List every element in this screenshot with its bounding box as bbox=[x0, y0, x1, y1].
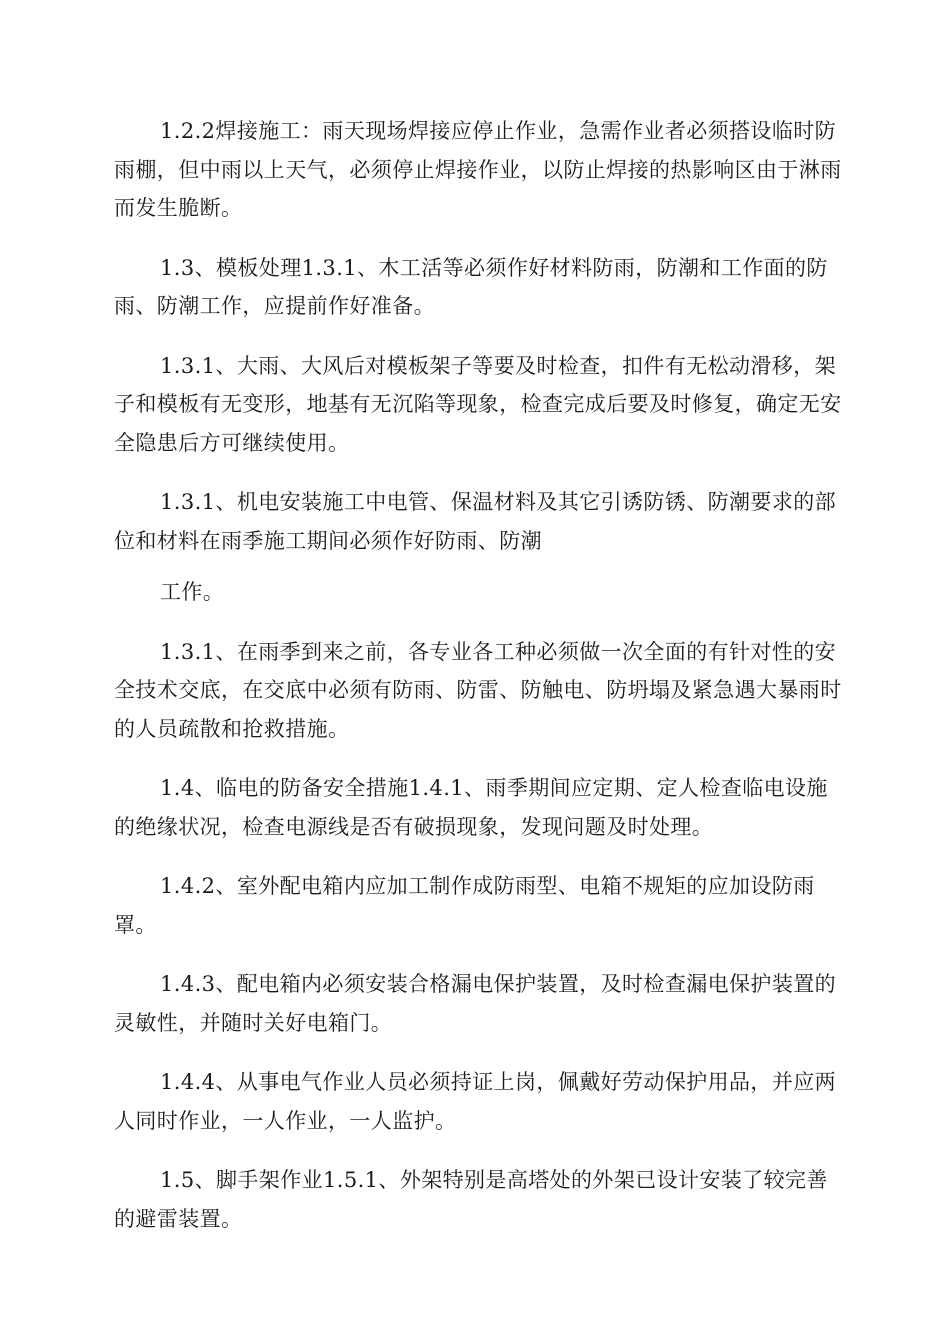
paragraph-temporary-power: 1.4、临电的防备安全措施1.4.1、雨季期间应定期、定人检查临电设施的绝缘状况，检查电源线是否有破损现象，发现问题及时处理。 bbox=[114, 776, 828, 839]
document-body bbox=[114, 112, 844, 1259]
paragraph-electrician: 1.4.4、从事电气作业人员必须持证上岗，佩戴好劳动保护用品，并应两人同时作业，一人作业，一人监护。 bbox=[114, 1070, 837, 1133]
paragraph-safety-briefing: 1.3.1、在雨季到来之前，各专业各工种必须做一次全面的有针对性的安全技术交底，在交底中必须有防雨、防雷、防触电、防坍塌及紧急遇大暴雨时的人员疏散和抢救措施。 bbox=[114, 639, 842, 741]
paragraph-welding: 1.2.2焊接施工：雨天现场焊接应停止作业，急需作业者必须搭设临时防雨棚，但中雨以上天气，必须停止焊接作业，以防止焊接的热影响区由于淋雨而发生脆断。 bbox=[114, 119, 842, 220]
paragraph-outdoor-box: 1.4.2、室外配电箱内应加工制作成防雨型、电箱不规矩的应加设防雨罩。 bbox=[114, 874, 815, 937]
paragraph-work-continuation: 工作。 bbox=[160, 580, 225, 604]
paragraph-leakage-protection: 1.4.3、配电箱内必须安装合格漏电保护装置，及时检查漏电保护装置的灵敏性，并随时关好电箱门。 bbox=[114, 972, 837, 1035]
paragraph-formwork: 1.3、模板处理1.3.1、木工活等必须作好材料防雨，防潮和工作面的防雨、防潮工作，应提前作好准备。 bbox=[114, 255, 828, 318]
paragraph-scaffolding: 1.5、脚手架作业1.5.1、外架特别是高塔处的外架已设计安装了较完善的避雷装置。 bbox=[114, 1168, 828, 1231]
paragraph-electromechanical: 1.3.1、机电安装施工中电管、保温材料及其它引诱防锈、防潮要求的部位和材料在雨季施工期间必须作好防雨、防潮 bbox=[114, 490, 837, 553]
paragraph-inspection: 1.3.1、大雨、大风后对模板架子等要及时检查，扣件有无松动滑移，架子和模板有无变形，地基有无沉陷等现象，检查完成后要及时修复，确定无安全隐患后方可继续使用。 bbox=[114, 353, 842, 455]
